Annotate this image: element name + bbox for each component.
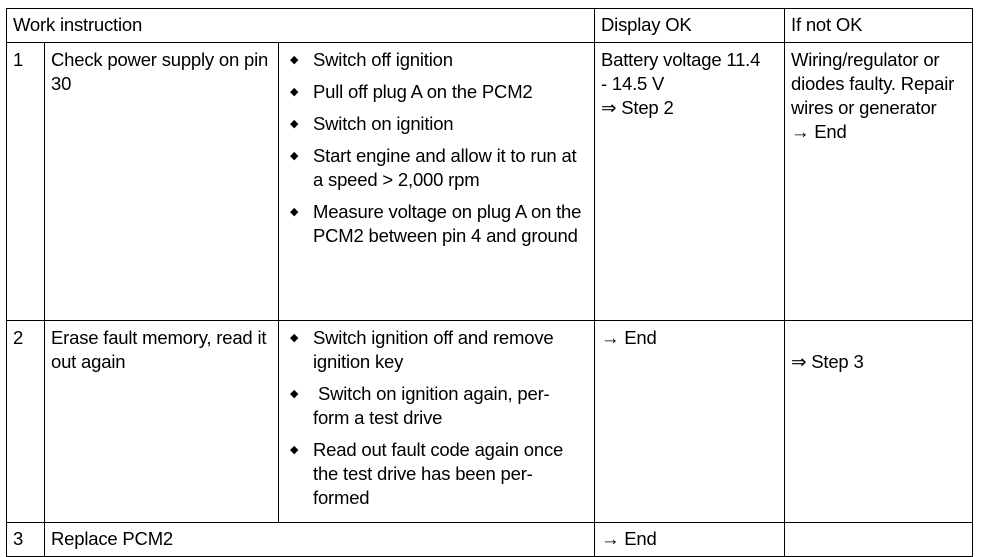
instruction-cell: Check power supply on pin 30	[45, 43, 279, 321]
step-text: Measure voltage on plug A on the PCM2 between pin 4 and ground	[313, 201, 582, 246]
step-item	[285, 382, 588, 430]
step-item	[285, 144, 588, 192]
step-text: Read out fault code again once the test drive has been per- formed	[313, 439, 564, 508]
step-item	[285, 200, 588, 248]
step-text: Start engine and allow it to run at a speed > 2,000 rpm	[313, 145, 577, 190]
if-not-ok-text: ⇒ Step 3	[791, 351, 864, 372]
header-if-not-ok: If not OK	[785, 9, 973, 43]
step-item	[285, 80, 588, 104]
header-display-ok: Display OK	[595, 9, 785, 43]
row-number: 1	[7, 43, 45, 321]
if-not-ok-cell	[785, 523, 973, 557]
step-item	[285, 112, 588, 136]
row-number: 2	[7, 321, 45, 523]
instruction-cell: Replace PCM2	[45, 523, 595, 557]
step-text: Switch on ignition again, per- form a test drive	[313, 383, 550, 428]
steps-cell	[279, 43, 595, 321]
diamond-bullet-icon: ◆	[290, 388, 299, 400]
diamond-bullet-icon: ◆	[290, 150, 299, 162]
diamond-bullet-icon: ◆	[290, 118, 299, 130]
table-header-row	[7, 9, 973, 43]
step-text: Switch off ignition	[313, 49, 453, 70]
step-text: Switch ignition off and remove ignition key	[313, 327, 554, 372]
instruction-cell: Erase fault memory, read it out again	[45, 321, 279, 523]
display-ok-cell: → End	[595, 523, 785, 557]
diamond-bullet-icon: ◆	[290, 54, 299, 66]
row-number: 3	[7, 523, 45, 557]
table-row-2	[7, 321, 973, 523]
if-not-ok-cell	[785, 321, 973, 523]
steps-list	[285, 326, 588, 510]
steps-list	[285, 48, 588, 248]
header-work-instruction: Work instruction	[7, 9, 595, 43]
table-row-3	[7, 523, 973, 557]
diamond-bullet-icon: ◆	[290, 206, 299, 218]
display-ok-cell: → End	[595, 321, 785, 523]
step-item	[285, 326, 588, 374]
display-ok-cell: Battery voltage 11.4 - 14.5 V ⇒ Step 2	[595, 43, 785, 321]
diamond-bullet-icon: ◆	[290, 444, 299, 456]
diamond-bullet-icon: ◆	[290, 332, 299, 344]
if-not-ok-cell: Wiring/regulator or diodes faulty. Repair wires or generator → End	[785, 43, 973, 321]
step-item	[285, 438, 588, 510]
step-text: Switch on ignition	[313, 113, 454, 134]
work-instruction-document	[6, 8, 972, 557]
step-text: Pull off plug A on the PCM2	[313, 81, 533, 102]
work-instruction-table	[6, 8, 973, 557]
step-item	[285, 48, 588, 72]
table-row-1	[7, 43, 973, 321]
diamond-bullet-icon: ◆	[290, 86, 299, 98]
steps-cell	[279, 321, 595, 523]
